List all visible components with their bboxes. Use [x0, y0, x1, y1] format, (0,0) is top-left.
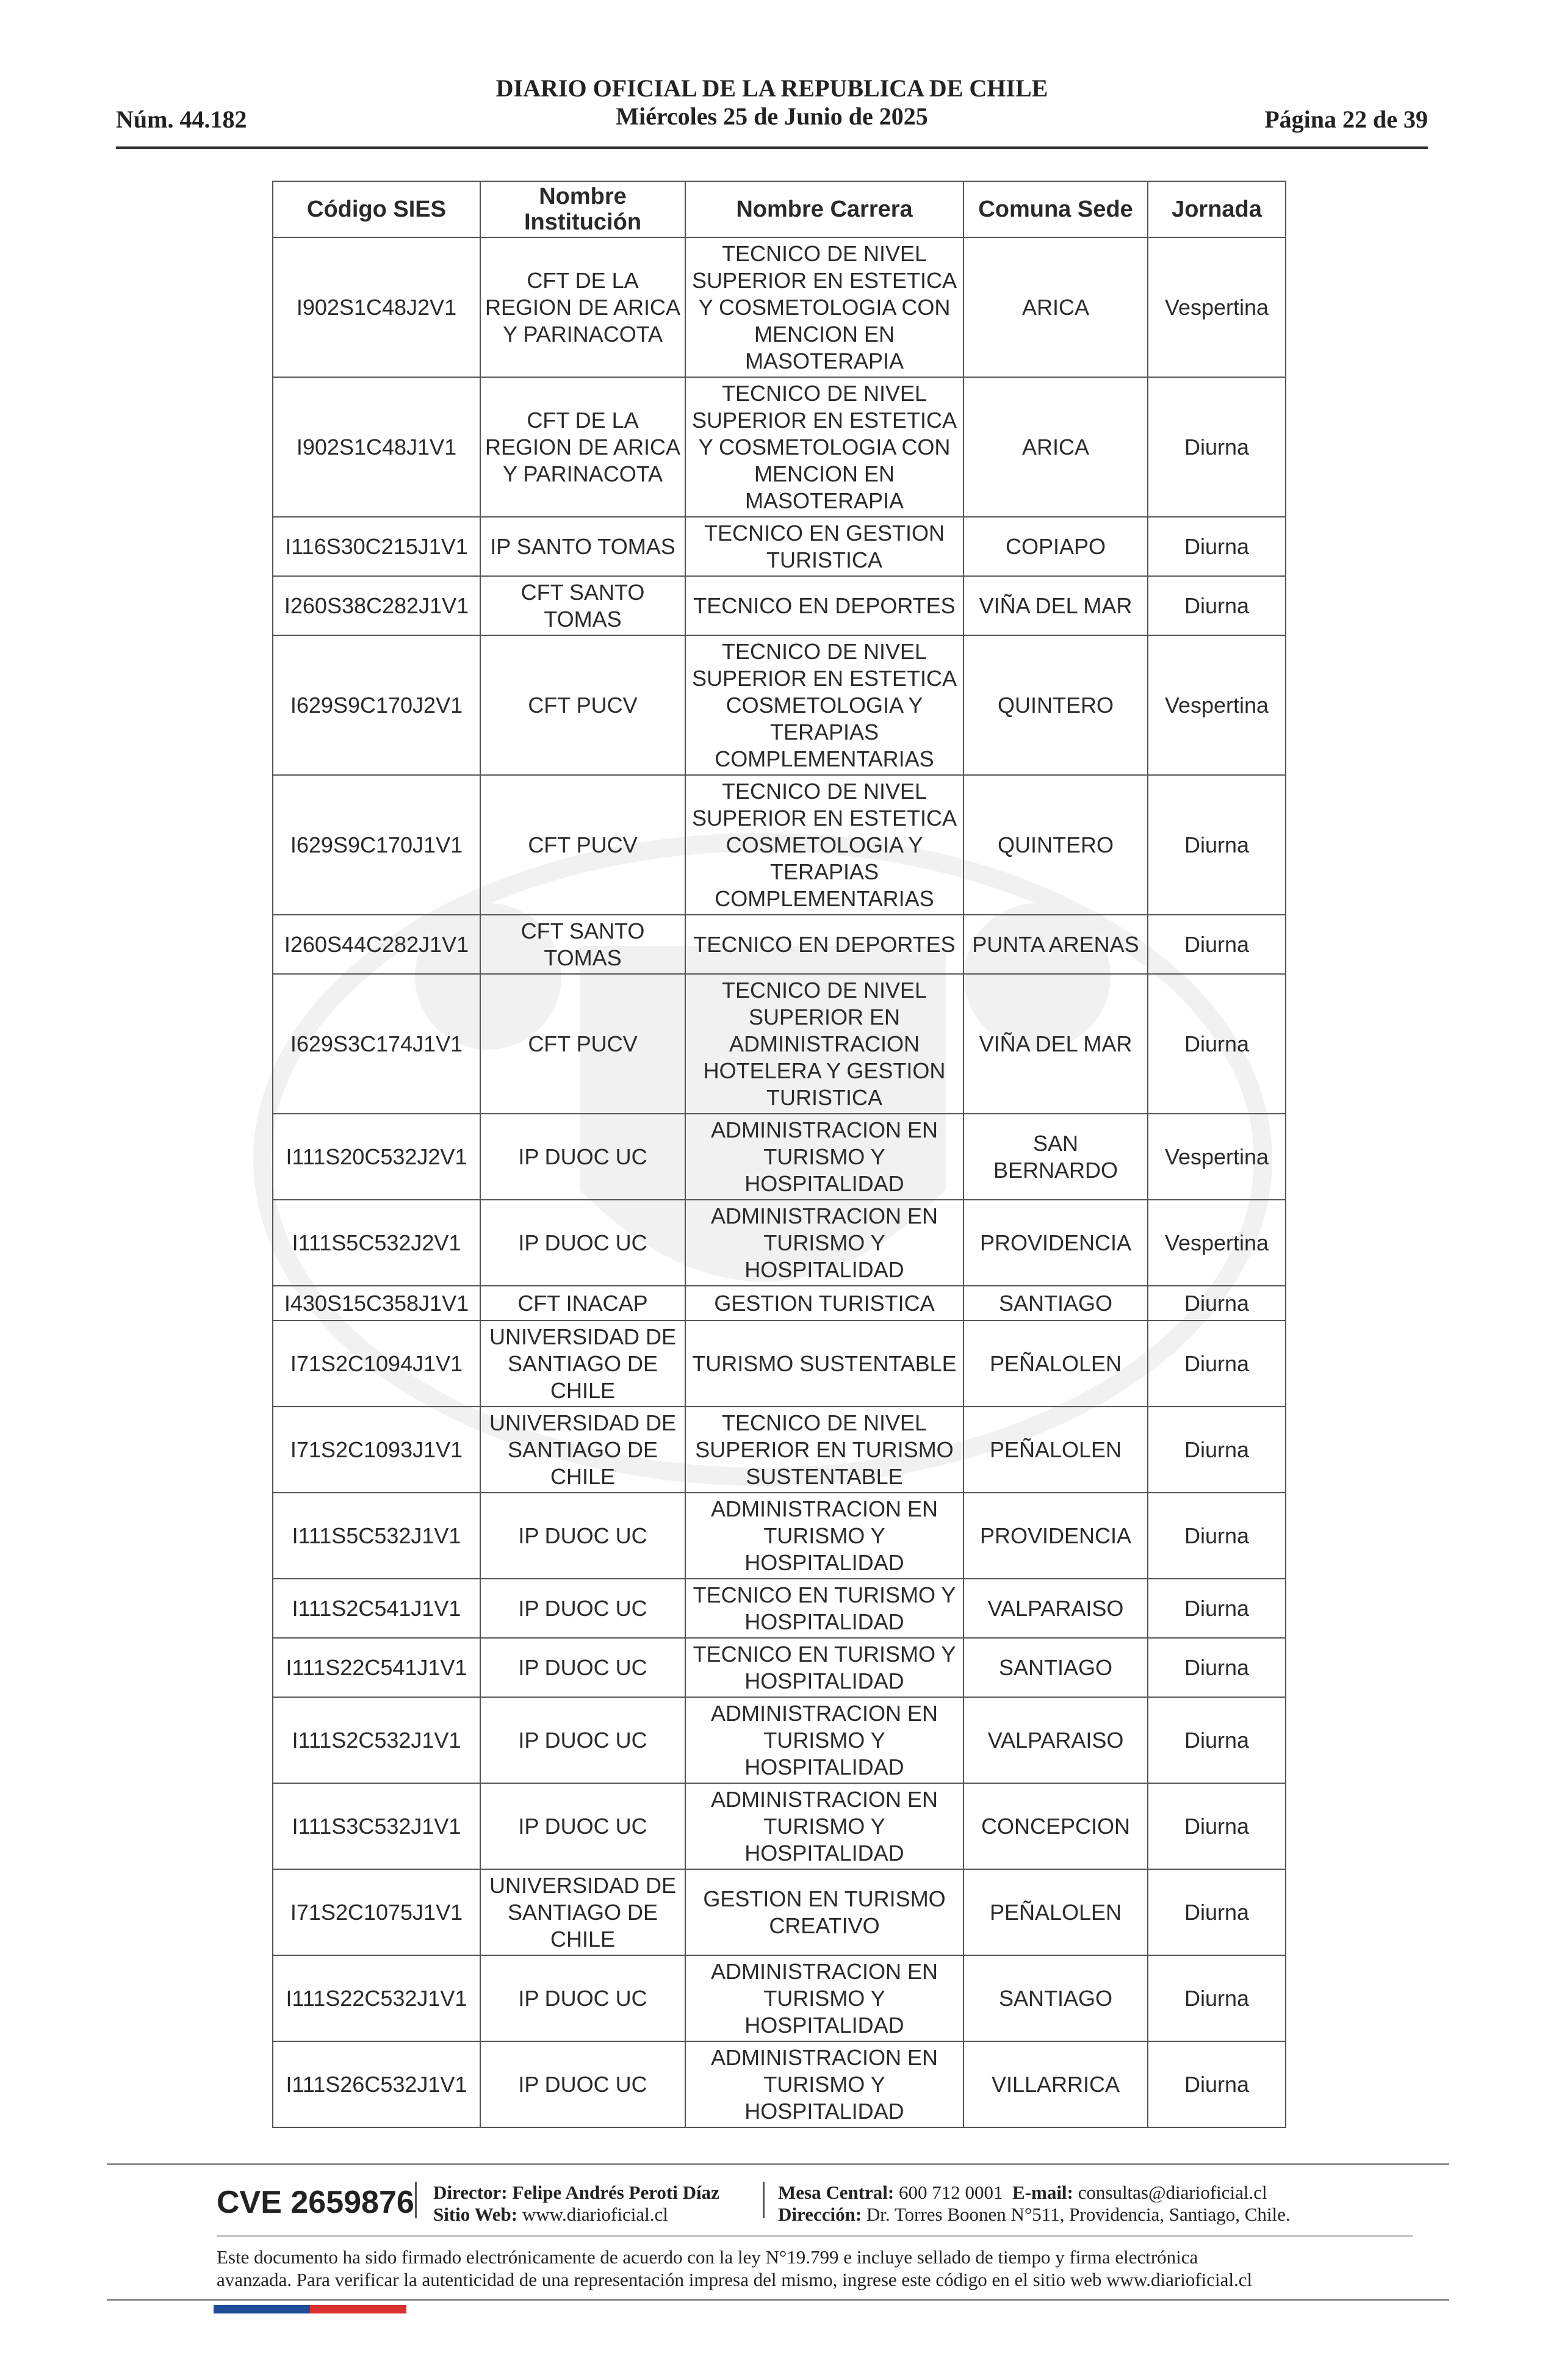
commune-cell: SANTIAGO — [963, 1955, 1148, 2041]
table-row — [273, 635, 1286, 775]
table-row — [273, 1286, 1286, 1321]
institution-cell: IP DUOC UC — [480, 1493, 685, 1579]
schedule-cell: Diurna — [1148, 1493, 1286, 1579]
institution-cell: CFT INACAP — [480, 1286, 685, 1321]
email-link[interactable]: consultas@diarioficial.cl — [1078, 2182, 1267, 2203]
sies-table — [272, 181, 1286, 2128]
commune-cell: ARICA — [963, 377, 1148, 517]
issue-number: Núm. 44.182 — [116, 106, 247, 133]
table-row — [273, 775, 1286, 915]
cve-code: CVE 2659876 — [217, 2185, 414, 2220]
sies-code-cell: I111S3C532J1V1 — [273, 1783, 480, 1869]
schedule-cell: Diurna — [1148, 1955, 1286, 2041]
table-row — [273, 1783, 1286, 1869]
schedule-cell: Vespertina — [1148, 635, 1286, 775]
page-header — [116, 74, 1428, 149]
sies-code-cell: I629S9C170J1V1 — [273, 775, 480, 915]
schedule-cell: Diurna — [1148, 1579, 1286, 1638]
table-row — [273, 974, 1286, 1114]
career-cell: ADMINISTRACION EN TURISMO Y HOSPITALIDAD — [685, 1783, 963, 1869]
address-label: Dirección: — [778, 2204, 862, 2225]
flag-stripe-red — [310, 2305, 406, 2313]
website-label: Sitio Web: — [433, 2204, 518, 2225]
commune-cell: SANTIAGO — [963, 1638, 1148, 1697]
sies-code-cell: I430S15C358J1V1 — [273, 1286, 480, 1321]
commune-cell: PEÑALOLEN — [963, 1869, 1148, 1955]
schedule-cell: Diurna — [1148, 1869, 1286, 1955]
table-row — [273, 1579, 1286, 1638]
institution-cell: IP DUOC UC — [480, 2041, 685, 2127]
commune-cell: PUNTA ARENAS — [963, 915, 1148, 974]
commune-cell: ARICA — [963, 237, 1148, 377]
institution-cell: CFT SANTO TOMAS — [480, 915, 685, 974]
table-row — [273, 576, 1286, 635]
publication-date: Miércoles 25 de Junio de 2025 — [616, 103, 928, 130]
mesa-label: Mesa Central: — [778, 2182, 895, 2203]
table-row — [273, 237, 1286, 377]
commune-cell: PROVIDENCIA — [963, 1493, 1148, 1579]
career-cell: TECNICO EN DEPORTES — [685, 915, 963, 974]
column-header: Nombre Institución — [480, 181, 685, 237]
footer-divider — [415, 2182, 417, 2218]
institution-cell: IP DUOC UC — [480, 1697, 685, 1783]
career-cell: GESTION TURISTICA — [685, 1286, 963, 1321]
column-header: Código SIES — [273, 181, 480, 237]
career-cell: ADMINISTRACION EN TURISMO Y HOSPITALIDAD — [685, 1493, 963, 1579]
career-cell: TECNICO DE NIVEL SUPERIOR EN ESTETICA COSMETOLOGIA Y TERAPIAS COMPLEMENTARIAS — [685, 635, 963, 775]
schedule-cell: Diurna — [1148, 517, 1286, 576]
sies-code-cell: I111S5C532J1V1 — [273, 1493, 480, 1579]
footer-mid-rule — [217, 2235, 1413, 2237]
footer-director-block — [433, 2182, 719, 2226]
institution-cell: CFT DE LA REGION DE ARICA Y PARINACOTA — [480, 377, 685, 517]
commune-cell: QUINTERO — [963, 775, 1148, 915]
sies-code-cell: I111S26C532J1V1 — [273, 2041, 480, 2127]
legal-line: Este documento ha sido firmado electrónicamente de acuerdo con la ley N°19.799 e incluye sellado de tiempo y firma electrónica — [217, 2246, 1198, 2268]
table-row — [273, 1114, 1286, 1200]
website-link[interactable]: www.diarioficial.cl — [522, 2204, 668, 2225]
institution-cell: IP DUOC UC — [480, 1783, 685, 1869]
institution-cell: CFT SANTO TOMAS — [480, 576, 685, 635]
flag-stripe-blue — [214, 2305, 310, 2313]
table-row — [273, 1869, 1286, 1955]
commune-cell: PROVIDENCIA — [963, 1200, 1148, 1286]
table-row — [273, 377, 1286, 517]
career-cell: TECNICO EN TURISMO Y HOSPITALIDAD — [685, 1638, 963, 1697]
address-value: Dr. Torres Boonen N°511, Providencia, Santiago, Chile. — [866, 2204, 1291, 2225]
schedule-cell: Diurna — [1148, 1407, 1286, 1493]
career-cell: TECNICO DE NIVEL SUPERIOR EN ESTETICA COSMETOLOGIA Y TERAPIAS COMPLEMENTARIAS — [685, 775, 963, 915]
sies-code-cell: I71S2C1094J1V1 — [273, 1321, 480, 1407]
schedule-cell: Diurna — [1148, 915, 1286, 974]
sies-code-cell: I71S2C1075J1V1 — [273, 1869, 480, 1955]
table-row — [273, 517, 1286, 576]
commune-cell: VIÑA DEL MAR — [963, 974, 1148, 1114]
director-label: Director: — [433, 2182, 508, 2203]
schedule-cell: Diurna — [1148, 1321, 1286, 1407]
sies-code-cell: I260S44C282J1V1 — [273, 915, 480, 974]
career-cell: TECNICO EN GESTION TURISTICA — [685, 517, 963, 576]
schedule-cell: Vespertina — [1148, 237, 1286, 377]
institution-cell: UNIVERSIDAD DE SANTIAGO DE CHILE — [480, 1869, 685, 1955]
sies-code-cell: I902S1C48J1V1 — [273, 377, 480, 517]
career-cell: ADMINISTRACION EN TURISMO Y HOSPITALIDAD — [685, 1697, 963, 1783]
schedule-cell: Diurna — [1148, 1638, 1286, 1697]
table-row — [273, 1638, 1286, 1697]
schedule-cell: Diurna — [1148, 576, 1286, 635]
table-header-row — [273, 181, 1286, 237]
sies-code-cell: I629S9C170J2V1 — [273, 635, 480, 775]
footer-contact-block — [778, 2182, 1291, 2226]
schedule-cell: Vespertina — [1148, 1200, 1286, 1286]
masthead — [116, 74, 1428, 131]
footer-bottom-rule — [107, 2299, 1449, 2301]
institution-cell: IP DUOC UC — [480, 1638, 685, 1697]
career-cell: ADMINISTRACION EN TURISMO Y HOSPITALIDAD — [685, 1200, 963, 1286]
table-row — [273, 1955, 1286, 2041]
table-body — [273, 237, 1286, 2127]
institution-cell: UNIVERSIDAD DE SANTIAGO DE CHILE — [480, 1321, 685, 1407]
career-cell: ADMINISTRACION EN TURISMO Y HOSPITALIDAD — [685, 1114, 963, 1200]
institution-cell: IP DUOC UC — [480, 1114, 685, 1200]
institution-cell: CFT PUCV — [480, 775, 685, 915]
career-cell: TECNICO DE NIVEL SUPERIOR EN ADMINISTRACION HOTELERA Y GESTION TURISTICA — [685, 974, 963, 1114]
commune-cell: CONCEPCION — [963, 1783, 1148, 1869]
commune-cell: QUINTERO — [963, 635, 1148, 775]
institution-cell: CFT DE LA REGION DE ARICA Y PARINACOTA — [480, 237, 685, 377]
sies-code-cell: I111S2C532J1V1 — [273, 1697, 480, 1783]
commune-cell: VALPARAISO — [963, 1579, 1148, 1638]
schedule-cell: Diurna — [1148, 974, 1286, 1114]
career-cell: ADMINISTRACION EN TURISMO Y HOSPITALIDAD — [685, 1955, 963, 2041]
commune-cell: SAN BERNARDO — [963, 1114, 1148, 1200]
table-row — [273, 915, 1286, 974]
table-row — [273, 1200, 1286, 1286]
sies-code-cell: I260S38C282J1V1 — [273, 576, 480, 635]
email-label: E-mail: — [1012, 2182, 1073, 2203]
table-row — [273, 1321, 1286, 1407]
institution-cell: UNIVERSIDAD DE SANTIAGO DE CHILE — [480, 1407, 685, 1493]
sies-code-cell: I111S20C532J2V1 — [273, 1114, 480, 1200]
sies-code-cell: I111S22C532J1V1 — [273, 1955, 480, 2041]
commune-cell: PEÑALOLEN — [963, 1321, 1148, 1407]
career-cell: TECNICO EN DEPORTES — [685, 576, 963, 635]
table-row — [273, 1697, 1286, 1783]
career-cell: GESTION EN TURISMO CREATIVO — [685, 1869, 963, 1955]
sies-code-cell: I71S2C1093J1V1 — [273, 1407, 480, 1493]
sies-code-cell: I116S30C215J1V1 — [273, 517, 480, 576]
director-name: Felipe Andrés Peroti Díaz — [512, 2182, 719, 2203]
commune-cell: VALPARAISO — [963, 1697, 1148, 1783]
schedule-cell: Diurna — [1148, 1783, 1286, 1869]
commune-cell: COPIAPO — [963, 517, 1148, 576]
footer-top-rule — [107, 2163, 1449, 2165]
career-cell: TECNICO EN TURISMO Y HOSPITALIDAD — [685, 1579, 963, 1638]
schedule-cell: Diurna — [1148, 1697, 1286, 1783]
table-row — [273, 1407, 1286, 1493]
sies-code-cell: I902S1C48J2V1 — [273, 237, 480, 377]
career-cell: TECNICO DE NIVEL SUPERIOR EN ESTETICA Y COSMETOLOGIA CON MENCION EN MASOTERAPIA — [685, 237, 963, 377]
legal-line: avanzada. Para verificar la autenticidad de una representación impresa del mismo, ingrese este código en el sitio web www.diarioficial.cl — [217, 2269, 1253, 2290]
career-cell: TECNICO DE NIVEL SUPERIOR EN ESTETICA Y COSMETOLOGIA CON MENCION EN MASOTERAPIA — [685, 377, 963, 517]
column-header: Jornada — [1148, 181, 1286, 237]
institution-cell: IP DUOC UC — [480, 1955, 685, 2041]
footer-divider — [763, 2182, 765, 2218]
publication-title: DIARIO OFICIAL DE LA REPUBLICA DE CHILE — [495, 74, 1048, 102]
commune-cell: VIÑA DEL MAR — [963, 576, 1148, 635]
legal-notice — [217, 2246, 1437, 2291]
mesa-phone: 600 712 0001 — [899, 2182, 1003, 2203]
career-cell: TURISMO SUSTENTABLE — [685, 1321, 963, 1407]
sies-code-cell: I629S3C174J1V1 — [273, 974, 480, 1114]
institution-cell: CFT PUCV — [480, 635, 685, 775]
career-cell: TECNICO DE NIVEL SUPERIOR EN TURISMO SUSTENTABLE — [685, 1407, 963, 1493]
sies-code-cell: I111S22C541J1V1 — [273, 1638, 480, 1697]
column-header: Nombre Carrera — [685, 181, 963, 237]
schedule-cell: Diurna — [1148, 1286, 1286, 1321]
page-number: Página 22 de 39 — [1264, 106, 1428, 133]
career-cell: ADMINISTRACION EN TURISMO Y HOSPITALIDAD — [685, 2041, 963, 2127]
schedule-cell: Diurna — [1148, 775, 1286, 915]
sies-code-cell: I111S2C541J1V1 — [273, 1579, 480, 1638]
commune-cell: VILLARRICA — [963, 2041, 1148, 2127]
institution-cell: IP DUOC UC — [480, 1200, 685, 1286]
institution-cell: IP DUOC UC — [480, 1579, 685, 1638]
institution-cell: CFT PUCV — [480, 974, 685, 1114]
schedule-cell: Diurna — [1148, 377, 1286, 517]
commune-cell: SANTIAGO — [963, 1286, 1148, 1321]
schedule-cell: Diurna — [1148, 2041, 1286, 2127]
table-row — [273, 1493, 1286, 1579]
schedule-cell: Vespertina — [1148, 1114, 1286, 1200]
column-header: Comuna Sede — [963, 181, 1148, 237]
table-row — [273, 2041, 1286, 2127]
commune-cell: PEÑALOLEN — [963, 1407, 1148, 1493]
sies-code-cell: I111S5C532J2V1 — [273, 1200, 480, 1286]
institution-cell: IP SANTO TOMAS — [480, 517, 685, 576]
